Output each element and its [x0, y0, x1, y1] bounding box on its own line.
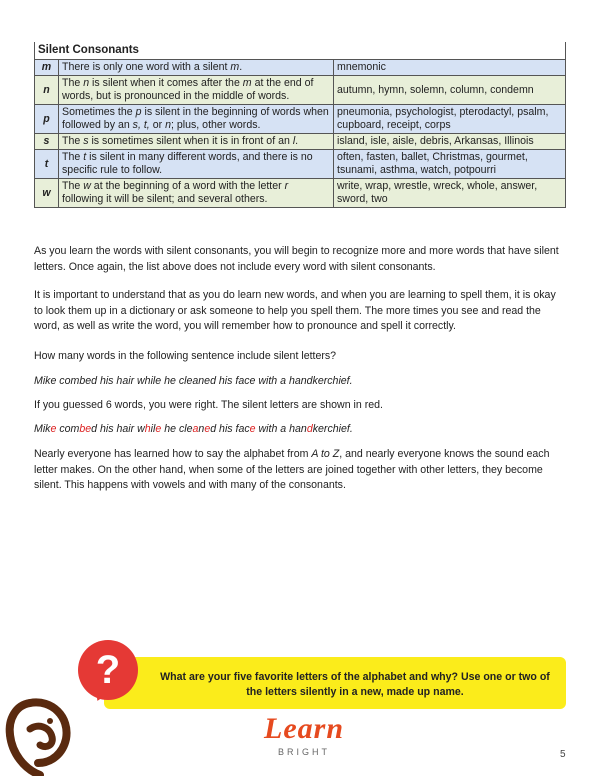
text-segment: The — [62, 77, 84, 89]
row-examples: often, fasten, ballet, Christmas, gourmet, tsunami, asthma, watch, potpourri — [334, 150, 566, 179]
row-examples: autumn, hymn, solemn, column, condemn — [334, 76, 566, 105]
row-description — [59, 134, 334, 150]
text-segment: at the end of words, but is pronounced in the middle of words. — [62, 77, 314, 102]
text-segment: is silent when it comes after the — [89, 77, 243, 89]
page-number: 5 — [560, 749, 566, 760]
table-row — [35, 179, 566, 208]
row-examples: island, isle, aisle, debris, Arkansas, Illinois — [334, 134, 566, 150]
row-letter: m — [35, 60, 59, 76]
row-examples: mnemonic — [334, 60, 566, 76]
paragraph-3: How many words in the following sentence include silent letters? — [34, 350, 337, 362]
row-letter: w — [35, 179, 59, 208]
table-title: Silent Consonants — [35, 42, 566, 60]
silent-letter: d — [306, 423, 313, 435]
row-description — [59, 150, 334, 179]
text-segment: com — [56, 423, 80, 435]
italic-segment: p — [135, 106, 142, 118]
paragraph-closing — [34, 447, 566, 494]
italic-segment: s — [83, 135, 89, 147]
thinking-person-icon — [0, 683, 90, 776]
example-sentence: Mike combed his hair while he cleaned his face with a handkerchief. — [34, 375, 353, 387]
row-description — [59, 105, 334, 134]
text-segment: following it will be silent; and several others. — [62, 193, 268, 205]
table-row — [35, 150, 566, 179]
text-segment: Sometimes the — [62, 106, 136, 118]
paragraph-1: As you learn the words with silent consonants, you will begin to recognize more and more words that have silent letters. Once again, the list above does not include every word with silent consonants. — [34, 245, 559, 273]
silent-letter: h — [144, 423, 151, 435]
row-examples: pneumonia, psychologist, pterodactyl, psalm, cupboard, receipt, corps — [334, 105, 566, 134]
text-segment: d his hair w — [91, 423, 145, 435]
text-segment: is silent in many different words, and there is no specific rule to follow. — [62, 151, 313, 176]
italic-segment: m — [242, 77, 252, 89]
text-segment: n — [198, 423, 205, 435]
text-segment: with a han — [255, 423, 307, 435]
italic-segment: s, t, — [132, 119, 150, 131]
italic-segment: n — [83, 77, 90, 89]
learn-bright-logo — [244, 712, 364, 768]
text-segment: or — [149, 119, 166, 131]
text-segment: is sometimes silent when it is in front of an — [88, 135, 293, 147]
italic-segment: m — [230, 61, 240, 73]
table-row — [35, 134, 566, 150]
italic-segment: l — [292, 135, 296, 147]
logo-sub-text: BRIGHT — [277, 747, 330, 757]
silent-letter: e — [50, 423, 57, 435]
row-examples: write, wrap, wrestle, wreck, whole, answer, sword, two — [334, 179, 566, 208]
italic-segment: A to Z — [311, 448, 340, 460]
silent-letter: be — [79, 423, 92, 435]
italic-segment: w — [83, 180, 91, 192]
text-segment: Nearly everyone has learned how to say the alphabet from — [34, 448, 312, 460]
table-row — [35, 76, 566, 105]
callout-text: What are your five favorite letters of the alphabet and why? Use one or two of the letters silently in a new, made up name. — [160, 671, 550, 698]
silent-letter: a — [192, 423, 199, 435]
text-segment: , and nearly everyone knows the sound each letter makes. On the other hand, when some of the letters are joined together with other letters, they become silent. This happens with vowels and with many of the consonants. — [34, 448, 550, 491]
row-letter: s — [35, 134, 59, 150]
paragraph-answer: If you guessed 6 words, you were right. The silent letters are shown in red. — [34, 399, 383, 411]
row-description — [59, 76, 334, 105]
text-segment: The — [62, 151, 84, 163]
text-segment: Mik — [34, 423, 51, 435]
row-letter: t — [35, 150, 59, 179]
text-segment: . — [295, 135, 299, 147]
logo-main-text: Learn — [264, 712, 344, 745]
highlighted-sentence — [34, 422, 566, 438]
italic-segment: n — [165, 119, 171, 131]
row-description — [59, 60, 334, 76]
italic-segment: t — [83, 151, 87, 163]
text-segment: il — [150, 423, 156, 435]
question-mark-icon: ? — [78, 640, 138, 700]
silent-letter: e — [204, 423, 211, 435]
text-segment: at the beginning of a word with the letter — [90, 180, 285, 192]
text-segment: kerchief. — [312, 423, 353, 435]
text-segment: he cle — [161, 423, 193, 435]
italic-segment: r — [284, 180, 289, 192]
text-segment: The — [62, 135, 84, 147]
silent-letter: e — [249, 423, 256, 435]
text-segment: is silent in the beginning of words when followed by an — [62, 106, 329, 131]
row-letter: n — [35, 76, 59, 105]
silent-consonants-table — [34, 42, 566, 208]
row-letter: p — [35, 105, 59, 134]
silent-letter: e — [155, 423, 162, 435]
text-segment: . — [239, 61, 243, 73]
text-segment: The — [62, 180, 84, 192]
text-segment: There is only one word with a silent — [62, 61, 231, 73]
table-row — [35, 105, 566, 134]
paragraph-2: It is important to understand that as you do learn new words, and when you are learning to spell them, it is okay to look them up in a dictionary or ask someone to help you spell them. The more times you see and read the word, as well as write the word, you will remember how to pronounce and spell it correctly. — [34, 289, 556, 332]
text-segment: d his fac — [210, 423, 250, 435]
row-description — [59, 179, 334, 208]
text-segment: ; plus, other words. — [170, 119, 261, 131]
table-row — [35, 60, 566, 76]
